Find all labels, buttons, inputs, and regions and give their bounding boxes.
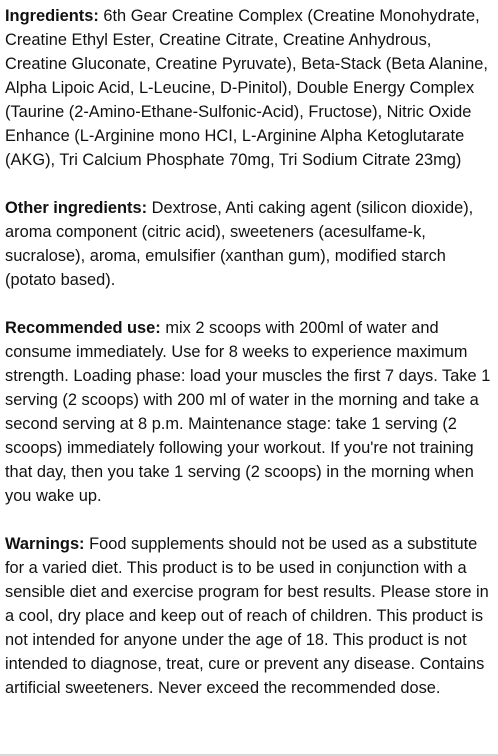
product-info-text xyxy=(5,4,495,724)
warnings-label: Warnings: xyxy=(5,535,85,553)
ingredients-section xyxy=(5,4,495,172)
warnings-text: Food supplements should not be used as a substitute for a varied diet. This product is to be used in conjunction with a sensible diet and exercise program for best results. Please store in a cool, dry place and keep out of reach of children. This product is not intended for anyone under the age of 18. This product is not intended to diagnose, treat, cure or prevent any disease. Contains artificial sweeteners. Never exceed the recommended dose. xyxy=(5,535,489,697)
recommended-use-section xyxy=(5,316,495,508)
ingredients-text: 6th Gear Creatine Complex (Creatine Monohydrate, Creatine Ethyl Ester, Creatine Citrate, Creatine Anhydrous, Creatine Gluconate, Creatine Pyruvate), Beta-Stack (Beta Alanine, Alpha Lipoic Acid, L-Leucine, D-Pinitol), Double Energy Complex (Taurine (2-Amino-Ethane-Sulfonic-Acid), Fructose), Nitric Oxide Enhance (L-Arginine mono HCI, L-Arginine Alpha Ketoglutarate (AKG), Tri Calcium Phosphate 70mg, Tri Sodium Citrate 23mg) xyxy=(5,7,488,169)
recommended-use-label: Recommended use: xyxy=(5,319,161,337)
other-ingredients-section xyxy=(5,196,495,292)
warnings-section xyxy=(5,532,495,700)
other-ingredients-label: Other ingredients: xyxy=(5,199,148,217)
other-ingredients-text: Dextrose, Anti caking agent (silicon dioxide), aroma component (citric acid), sweeteners (acesulfame-k, sucralose), aroma, emulsifier (xanthan gum), modified starch (potato based). xyxy=(5,199,474,289)
recommended-use-text: mix 2 scoops with 200ml of water and consume immediately. Use for 8 weeks to experience maximum strength. Loading phase: load your muscles the first 7 days. Take 1 serving (2 scoops) with 200 ml of water in the morning and take a second serving at 8 p.m. Maintenance stage: take 1 serving (2 scoops) immediately following your workout. If you're not training that day, then you take 1 serving (2 scoops) in the morning when you wake up. xyxy=(5,319,491,505)
ingredients-label: Ingredients: xyxy=(5,7,99,25)
